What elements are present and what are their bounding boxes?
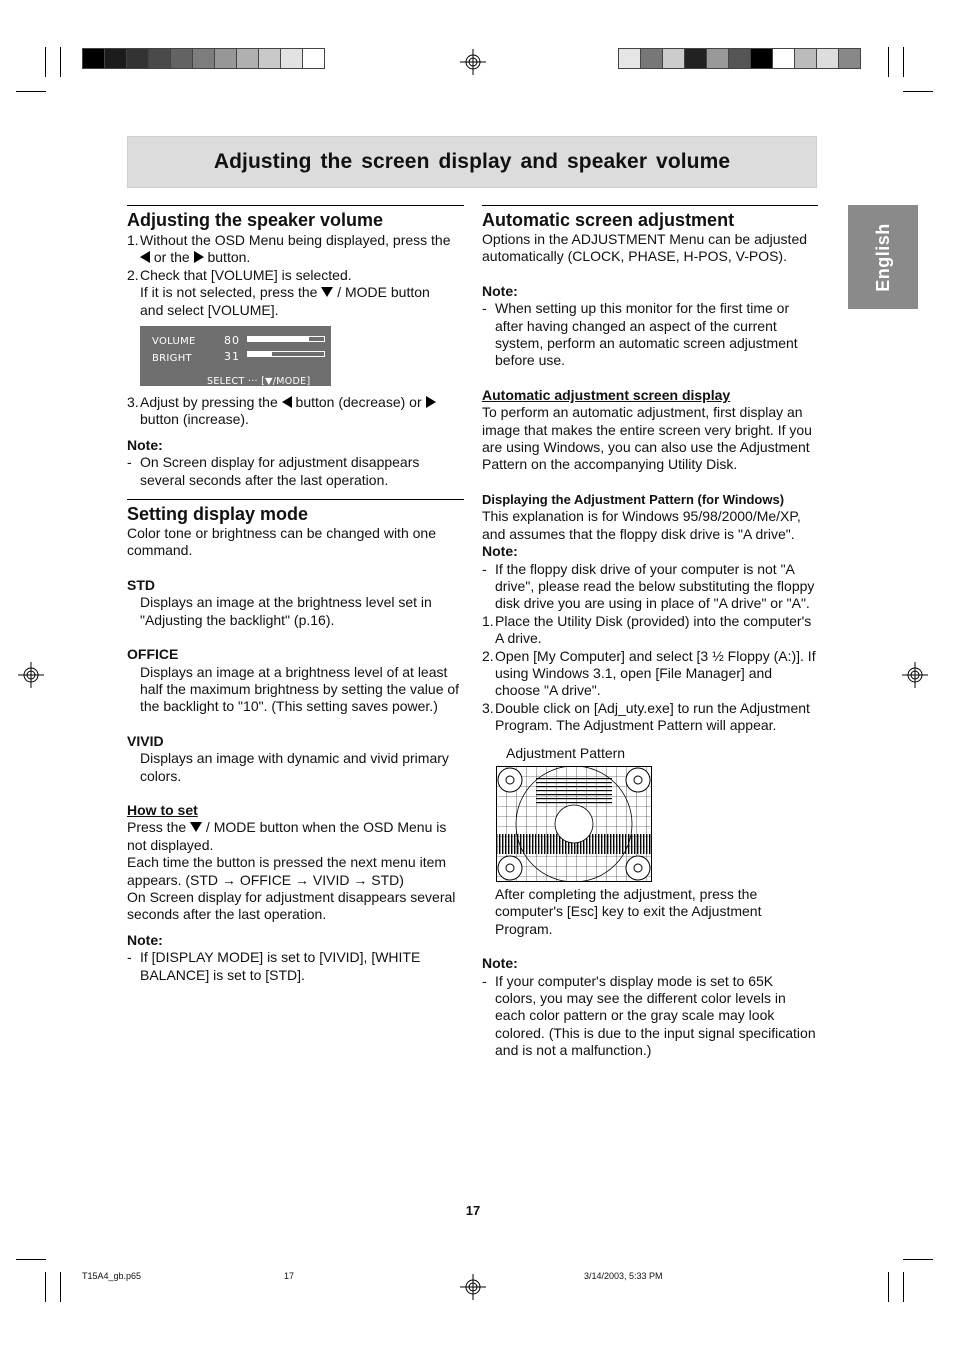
vivid-text: Displays an image with dynamic and vivid primary colors. xyxy=(140,750,449,784)
color-note: - If your computer's display mode is set to 65K colors, you may see the different color levels in each color pattern or the gray scale may look colored. (This is due to the input signal specification and is not a malfunction.) xyxy=(482,972,816,1059)
osd-volume-bar xyxy=(247,336,325,342)
registration-mark-left xyxy=(18,662,44,688)
right-swatch xyxy=(618,48,641,69)
speaker-step-2: 2. Check that [VOLUME] is selected. If it is not selected, press the / MODE button and select [VOLUME]. xyxy=(127,266,430,318)
right-arrow-icon xyxy=(194,251,204,263)
left-swatch xyxy=(127,48,149,69)
auto-display-text: To perform an automatic adjustment, first display an image that makes the entire screen very bright. If you are using Windows, you can also use the Adjustment Pattern on the accompanying Utility Disk. xyxy=(482,404,812,473)
speaker-heading: Adjusting the speaker volume xyxy=(127,210,384,230)
left-arrow-icon xyxy=(140,251,150,263)
right-swatch xyxy=(685,48,707,69)
auto-adjust-note: - When setting up this monitor for the first time or after having changed an aspect of the current system, perform an automatic screen adjustment before use. xyxy=(482,300,798,369)
windows-heading: Displaying the Adjustment Pattern (for Windows) xyxy=(482,491,785,507)
speaker-note: - On Screen display for adjustment disappears several seconds after the last operation. xyxy=(127,454,420,488)
left-swatch xyxy=(105,48,127,69)
language-tab xyxy=(848,205,918,309)
display-mode-heading: Setting display mode xyxy=(127,504,309,525)
right-swatch xyxy=(751,48,773,69)
osd-footer: SELECT ··· [▼/MODE] xyxy=(207,376,311,388)
osd-volume-menu xyxy=(140,326,331,386)
left-arrow-icon xyxy=(282,396,292,408)
footer-page: 17 xyxy=(284,1271,295,1281)
registration-mark-bottom xyxy=(460,1274,486,1300)
how-to-set-step-2: Each time the button is pressed the next menu item appears. (STD → OFFICE → VIVID → STD) xyxy=(127,854,447,888)
auto-adjust-intro: Options in the ADJUSTMENT Menu can be adjusted automatically (CLOCK, PHASE, H-POS, V-POS). xyxy=(482,231,808,265)
right-swatch xyxy=(773,48,795,69)
osd-volume-label: VOLUME xyxy=(152,336,196,348)
section-rule xyxy=(127,205,464,206)
std-text: Displays an image at the brightness level set in "Adjusting the backlight" (p.16). xyxy=(140,594,432,628)
speaker-step-1: 1. Without the OSD Menu being displayed, press the or the button. xyxy=(127,232,451,266)
color-note-heading: Note: xyxy=(482,955,518,972)
right-swatch xyxy=(817,48,839,69)
right-swatch xyxy=(663,48,685,69)
windows-step-3: 3. Double click on [Adj_uty.exe] to run the Adjustment Program. The Adjustment Pattern will appear. xyxy=(482,699,810,734)
left-swatch xyxy=(259,48,281,69)
windows-note-heading: Note: xyxy=(482,543,518,560)
title-band xyxy=(127,136,817,188)
how-to-set-heading: How to set xyxy=(127,801,198,818)
section-rule xyxy=(127,499,464,500)
left-swatch xyxy=(82,48,105,69)
right-swatch xyxy=(729,48,751,69)
left-swatch xyxy=(215,48,237,69)
office-text: Displays an image at a brightness level of at least half the maximum brightness by setting the value of the backlight to "10". (This setting saves power.) xyxy=(140,663,460,715)
osd-volume-value: 80 xyxy=(224,334,240,348)
display-mode-note-heading: Note: xyxy=(127,931,163,948)
windows-step-2: 2. Open [My Computer] and select [3 ½ Floppy (A:)]. If using Windows 3.1, open [File Manager] and choose "A drive". xyxy=(482,647,816,699)
auto-display-heading: Automatic adjustment screen display xyxy=(482,386,731,403)
right-swatch xyxy=(839,48,861,69)
footer-timestamp: 3/14/2003, 5:33 PM xyxy=(584,1271,663,1281)
page-number: 17 xyxy=(465,1203,481,1218)
vivid-heading: VIVID xyxy=(127,732,164,749)
page-title: Adjusting the screen display and speaker volume xyxy=(213,150,731,173)
speaker-step-3: 3. Adjust by pressing the button (decrease) or button (increase). xyxy=(127,394,464,429)
right-swatch xyxy=(641,48,663,69)
office-heading: OFFICE xyxy=(127,646,179,663)
how-to-set-step-1: Press the / MODE button when the OSD Menu is not displayed. xyxy=(127,819,447,853)
registration-mark-top xyxy=(460,49,486,75)
language-tab-label: English xyxy=(872,222,893,292)
display-mode-intro: Color tone or brightness can be changed with one command. xyxy=(127,525,436,559)
left-swatch xyxy=(237,48,259,69)
registration-mark-right xyxy=(902,662,928,688)
right-arrow-icon xyxy=(426,396,436,408)
adjustment-pattern-image xyxy=(496,766,652,882)
section-rule xyxy=(482,205,818,206)
right-swatch xyxy=(795,48,817,69)
osd-bright-bar xyxy=(247,351,325,357)
windows-note: - If the floppy disk drive of your computer is not "A drive", please read the below substituting the floppy disk drive you are using in place of "A drive" or "A". xyxy=(482,560,815,612)
osd-bright-label: BRIGHT xyxy=(152,353,192,365)
gray-scale-bar-right xyxy=(618,48,861,68)
auto-adjust-note-heading: Note: xyxy=(482,282,518,299)
how-to-set-step-3: On Screen display for adjustment disappears several seconds after the last operation. xyxy=(127,888,456,923)
down-arrow-icon xyxy=(321,287,333,297)
left-swatch xyxy=(281,48,303,69)
windows-text: This explanation is for Windows 95/98/2000/Me/XP, and assumes that the floppy disk drive is "A drive". xyxy=(482,508,801,542)
pattern-label: Adjustment Pattern xyxy=(506,744,626,761)
right-swatch xyxy=(707,48,729,69)
left-swatch xyxy=(171,48,193,69)
left-swatch xyxy=(303,48,325,69)
gray-scale-bar-left xyxy=(82,48,325,68)
auto-adjust-heading: Automatic screen adjustment xyxy=(482,210,735,230)
left-column xyxy=(127,205,464,984)
std-heading: STD xyxy=(127,576,155,593)
osd-bright-value: 31 xyxy=(224,350,240,364)
display-mode-note: - If [DISPLAY MODE] is set to [VIVID], [WHITE BALANCE] is set to [STD]. xyxy=(127,949,421,983)
right-column xyxy=(482,205,818,1060)
left-swatch xyxy=(193,48,215,69)
windows-step-1: 1. Place the Utility Disk (provided) into the computer's A drive. xyxy=(482,612,812,647)
speaker-note-heading: Note: xyxy=(127,436,163,453)
left-swatch xyxy=(149,48,171,69)
footer-file: T15A4_gb.p65 xyxy=(82,1271,142,1281)
down-arrow-icon xyxy=(190,822,202,832)
after-adjust-text: After completing the adjustment, press the computer's [Esc] key to exit the Adjustment Program. xyxy=(495,885,762,937)
